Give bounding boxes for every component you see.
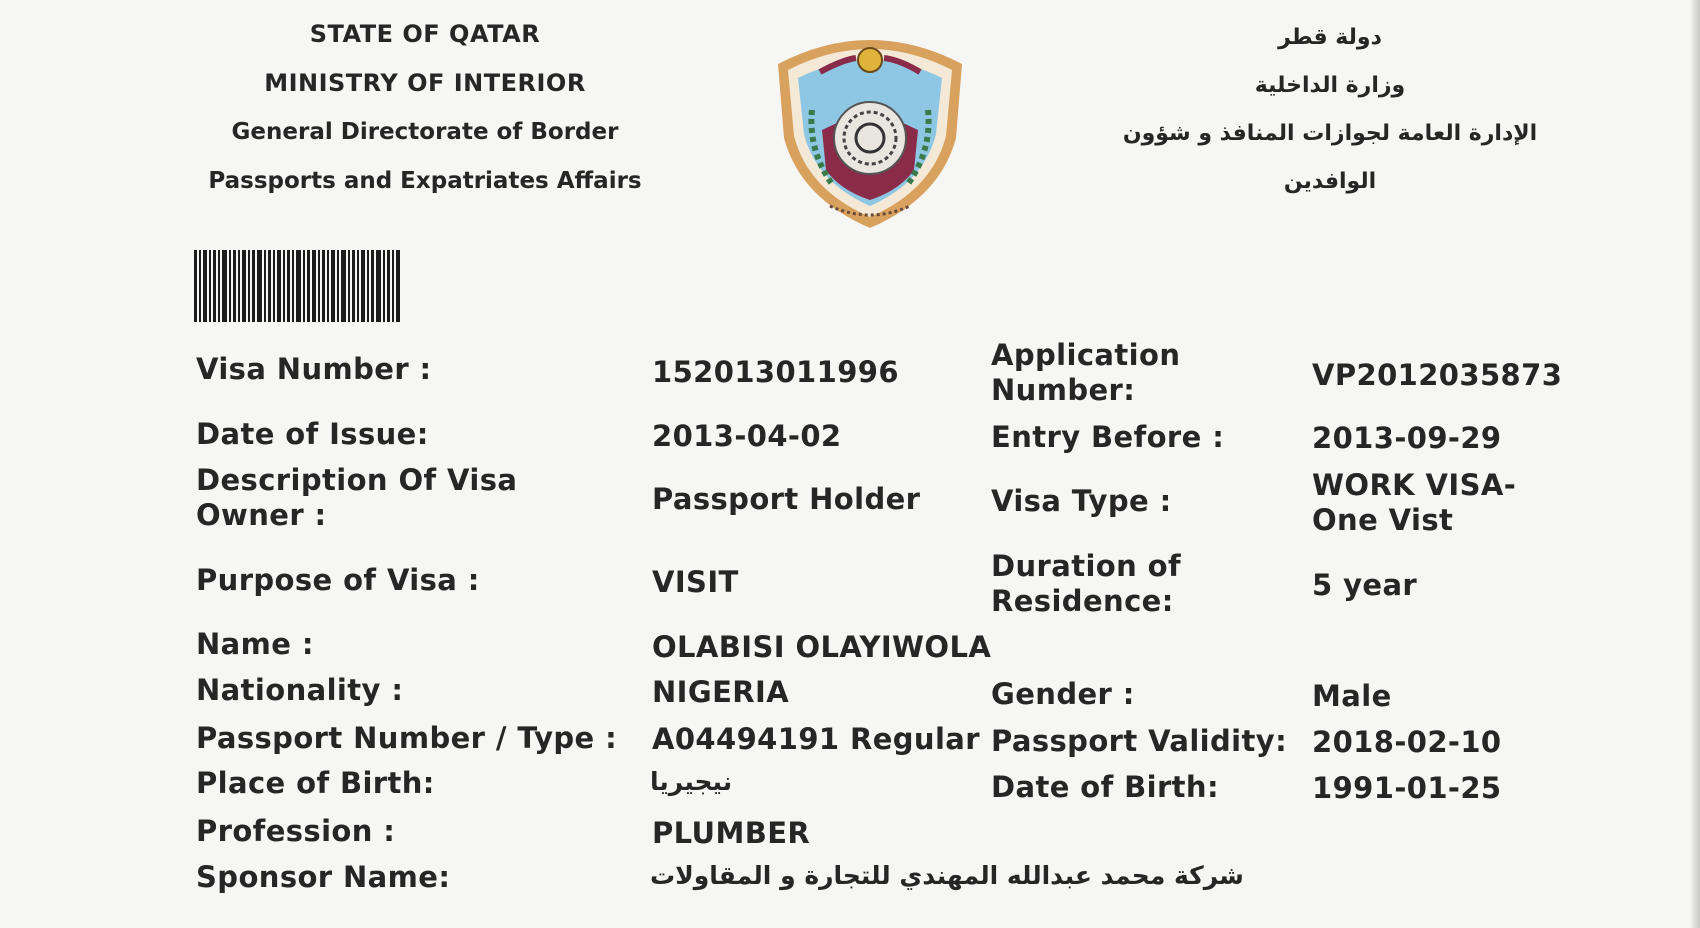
place-of-birth-value: نيجيريا: [650, 767, 733, 796]
profession-value: PLUMBER: [652, 816, 811, 850]
english-header: [190, 10, 660, 206]
sponsor-label: Sponsor Name:: [196, 860, 451, 894]
nationality-value: NIGERIA: [652, 675, 790, 709]
visa-number-label: Visa Number :: [196, 352, 432, 386]
purpose-label: Purpose of Visa :: [196, 563, 480, 597]
nationality-label: Nationality :: [196, 673, 404, 707]
passport-validity-value: 2018-02-10: [1312, 725, 1502, 759]
date-of-birth-label: Date of Birth:: [991, 770, 1219, 804]
date-of-issue-label: Date of Issue:: [196, 417, 429, 451]
application-number-value: VP2012035873: [1312, 358, 1563, 392]
application-number-label-1: Application: [991, 338, 1181, 372]
visa-number-value: 152013011996: [652, 355, 899, 389]
gender-label: Gender :: [991, 677, 1135, 711]
visa-type-label: Visa Type :: [991, 484, 1172, 518]
header-directorate: General Directorate of Border: [231, 119, 619, 145]
passport-validity-label: Passport Validity:: [991, 724, 1288, 758]
duration-label-2: Residence:: [991, 584, 1174, 618]
sponsor-value: شركة محمد عبدالله المهندي للتجارة و المقاولات: [650, 861, 1244, 890]
header-affairs: Passports and Expatriates Affairs: [208, 168, 642, 194]
entry-before-value: 2013-09-29: [1312, 421, 1502, 455]
ministry-emblem-icon: [760, 20, 980, 235]
entry-before-label: Entry Before :: [991, 420, 1225, 454]
page-edge: [1690, 0, 1700, 928]
date-of-birth-value: 1991-01-25: [1312, 771, 1502, 805]
description-label-2: Owner :: [196, 498, 327, 532]
duration-value: 5 year: [1312, 568, 1418, 602]
name-label: Name :: [196, 627, 314, 661]
date-of-issue-value: 2013-04-02: [652, 419, 842, 453]
purpose-value: VISIT: [652, 565, 739, 599]
place-of-birth-label: Place of Birth:: [196, 766, 435, 800]
duration-label-1: Duration of: [991, 549, 1181, 583]
description-label-1: Description Of Visa: [196, 463, 518, 497]
description-value: Passport Holder: [652, 482, 921, 516]
header-state: STATE OF QATAR: [309, 20, 541, 48]
visa-type-value-2: One Vist: [1312, 503, 1454, 537]
application-number-label-2: Number:: [991, 373, 1136, 407]
passport-label: Passport Number / Type :: [196, 721, 618, 755]
header-ministry: MINISTRY OF INTERIOR: [264, 69, 586, 97]
header-state-ar: دولة قطر: [1278, 25, 1382, 50]
passport-value: A04494191 Regular: [652, 722, 980, 756]
arabic-header: [1090, 14, 1570, 194]
barcode-icon: [194, 250, 404, 322]
visa-type-value-1: WORK VISA-: [1312, 468, 1517, 502]
name-value: OLABISI OLAYIWOLA: [652, 630, 992, 664]
header-directorate-ar: الإدارة العامة لجوازات المنافذ و شؤون الوافدين: [1122, 121, 1538, 194]
gender-value: Male: [1312, 679, 1392, 713]
header-ministry-ar: وزارة الداخلية: [1254, 73, 1406, 98]
profession-label: Profession :: [196, 814, 396, 848]
